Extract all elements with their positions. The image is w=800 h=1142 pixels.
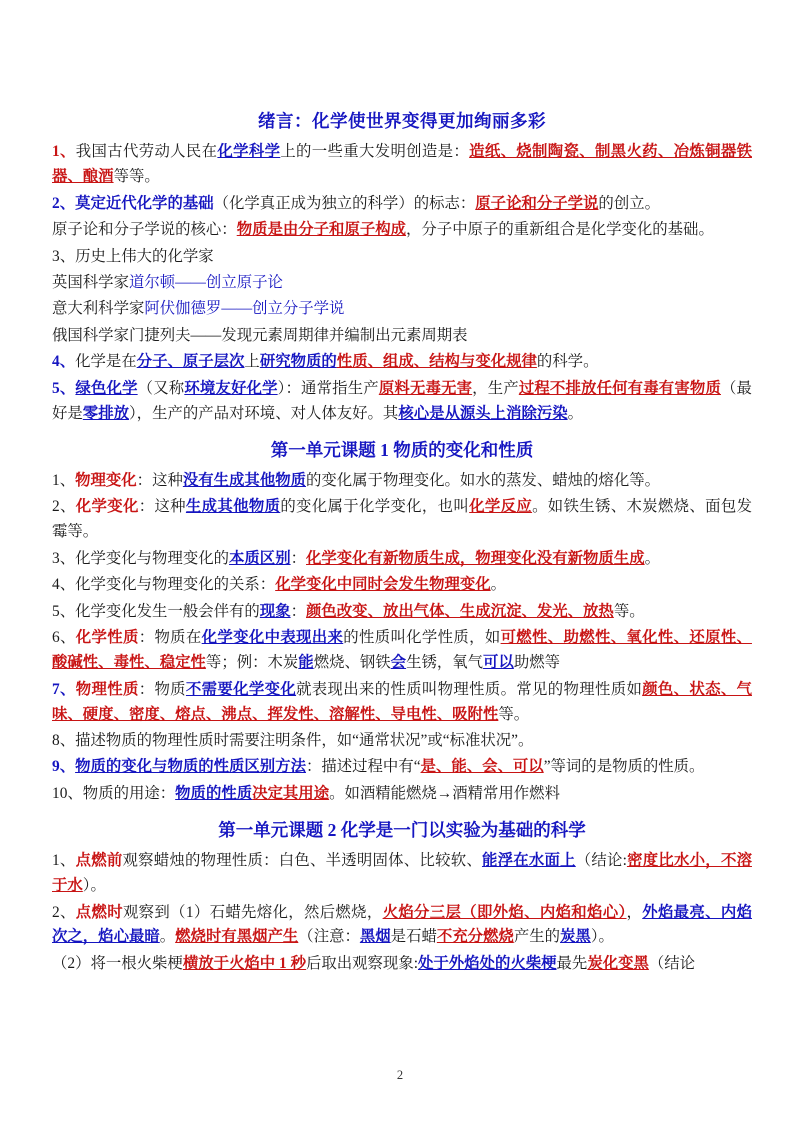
topic1-item-9: 9、物质的变化与物质的性质区别方法：描述过程中有“是、能、会、可以”等词的是物质的性质。: [52, 758, 705, 776]
preface-item-2: 2、莫定近代化学的基础（化学真正成为独立的科学）的标志：原子论和分子学说的创立。: [52, 194, 660, 212]
page-number: 2: [396, 1068, 404, 1082]
topic2-item-2: 2、点燃时观察到（1）石蜡先熔化，然后燃烧，火焰分三层（即外焰、内焰和焰心），外焰最亮、内焰次之，焰心最暗。燃烧时有黑烟产生（注意：黑烟是石蜡不充分燃烧产生的炭黑）。: [52, 903, 752, 946]
preface-item-3a: 英国科学家道尔顿——创立原子论: [52, 274, 283, 292]
preface-item-3b: 意大利科学家阿伏伽德罗——创立分子学说: [52, 300, 345, 318]
preface-item-5: 5、绿色化学（又称环境友好化学）：通常指生产原料无毒无害，生产过程不排放任何有毒有害物质（最好是零排放），生产的产品对环境、对人体友好。其核心是从源头上消除污染。: [52, 379, 752, 422]
topic1-item-3: 3、化学变化与物理变化的本质区别：化学变化有新物质生成，物理变化没有新物质生成。: [52, 549, 661, 567]
document-content: [52, 108, 752, 978]
preface-item-1: 1、我国古代劳动人民在化学科学上的一些重大发明创造是：造纸、烧制陶瓷、制黑火药、冶炼铜器铁器、酿酒等等。: [52, 143, 752, 186]
preface-item-3: 3、历史上伟大的化学家: [52, 247, 214, 265]
topic1-item-5: 5、化学变化发生一般会伴有的现象：颜色改变、放出气体、生成沉淀、发光、放热等。: [52, 602, 645, 620]
topic1-item-10: 10、物质的用途：物质的性质决定其用途。如酒精能燃烧→酒精常用作燃料: [52, 784, 560, 802]
page-title: 绪言：化学使世界变得更加绚丽多彩: [258, 111, 546, 131]
preface-item-2b: 原子论和分子学说的核心：物质是由分子和原子构成，分子中原子的重新组合是化学变化的基础。: [52, 221, 714, 239]
topic1-item-2: 2、化学变化：这种生成其他物质的变化属于化学变化，也叫化学反应。如铁生锈、木炭燃烧、面包发霉等。: [52, 498, 752, 541]
section-title-unit1-topic1: 第一单元课题 1 物质的变化和性质: [270, 439, 534, 460]
topic1-item-1: 1、物理变化：这种没有生成其他物质的变化属于物理变化。如水的蒸发、蜡烛的熔化等。: [52, 471, 660, 489]
section-title-unit1-topic2: 第一单元课题 2 化学是一门以实验为基础的科学: [218, 819, 586, 840]
topic1-item-7: 7、物理性质：物质不需要化学变化就表现出来的性质叫物理性质。常见的物理性质如颜色、状态、气味、硬度、密度、熔点、沸点、挥发性、溶解性、导电性、吸附性等。: [52, 680, 752, 723]
preface-item-4: 4、化学是在分子、原子层次上研究物质的性质、组成、结构与变化规律的科学。: [52, 353, 599, 371]
item-number: 1、: [52, 143, 76, 161]
topic2-item-2b: （2）将一根火柴梗横放于火焰中 1 秒后取出观察现象:处于外焰处的火柴梗最先炭化变黑（结论: [52, 954, 696, 972]
topic2-item-1: 1、点燃前观察蜡烛的物理性质：白色、半透明固体、比较软、能浮在水面上（结论:密度比水小，不溶于水）。: [52, 852, 752, 895]
topic1-item-4: 4、化学变化与物理变化的关系：化学变化中同时会发生物理变化。: [52, 576, 507, 594]
topic1-item-8: 8、描述物质的物理性质时需要注明条件，如“通常状况”或“标准状况”。: [52, 732, 534, 750]
topic1-item-6: 6、化学性质：物质在化学变化中表现出来的性质叫化学性质，如可燃性、助燃性、氧化性、还原性、酸碱性、毒性、稳定性等；例：木炭能燃烧、钢铁会生锈，氧气可以助燃等: [52, 629, 752, 672]
preface-item-3c: 俄国科学家门捷列夫——发现元素周期律并编制出元素周期表: [52, 326, 468, 344]
